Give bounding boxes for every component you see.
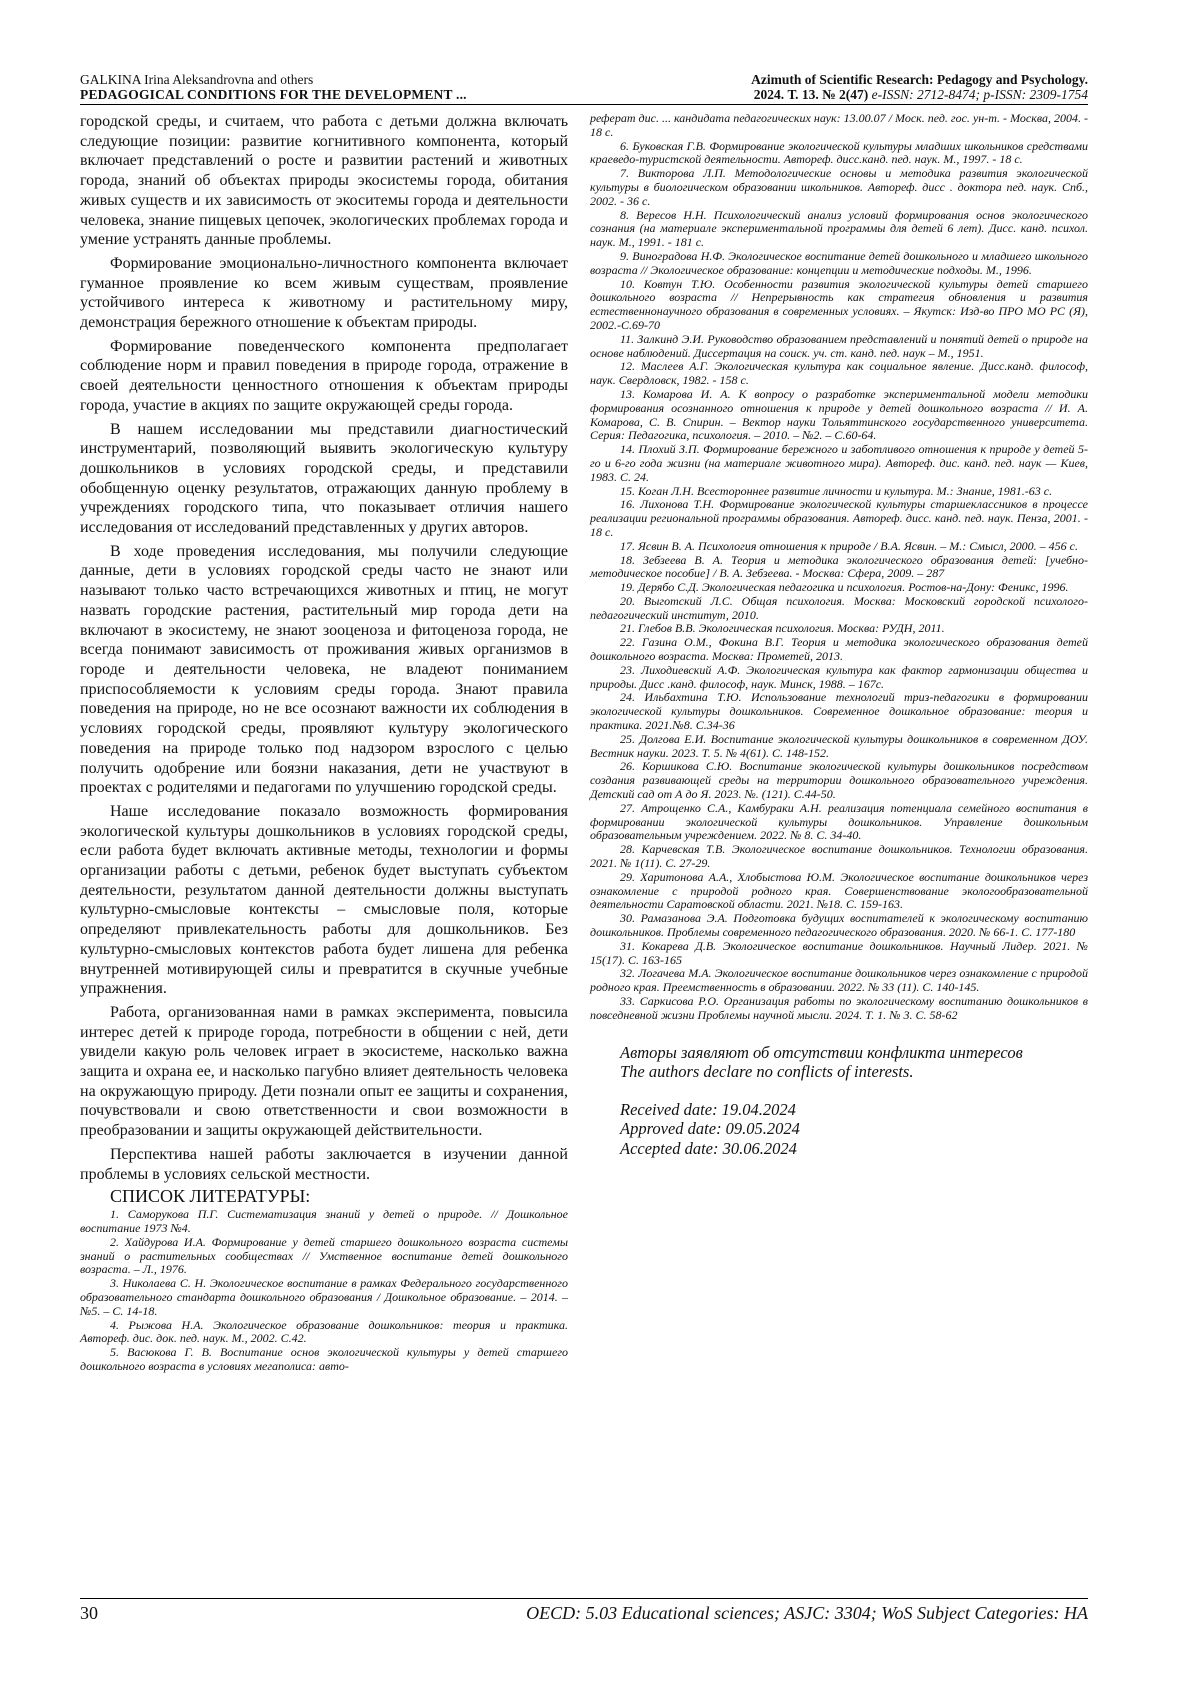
reference-item: 25. Долгова Е.И. Воспитание экологической культуры дошкольников в современном ДОУ. Вестник науки. 2023. Т. 5. № 4(61). С. 148-152. [590,731,1088,760]
body-paragraph: Наше исследование показало возможность формирования экологической культуры дошкольников в условиях городской среды, если работа будет включать активные методы, технологии и формы организации работы с детьми, ребенок будет выступать субъектом деятельности, результатом данной деятельности должны выступать культурно-смысловые контексты – смысловые поля, которые определяют привлекательность работы для дошкольников. Без культурно-смысловых контекстов работа будет лишена для ребенка внутренней мотивирующей силы и превратится в скучные учебные упражнения. [80,802,568,998]
reference-item: 20. Выготский Л.С. Общая психология. Москва: Московский городской психолого-педагогический институт, 2010. [590,593,1088,622]
reference-item: 30. Рамазанова Э.А. Подготовка будущих воспитателей к экологическому воспитанию дошкольников. Проблемы современного педагогического образования. 2020. № 66-1. С. 177-180 [590,911,1088,940]
reference-item: 5. Васюкова Г. В. Воспитание основ экологической культуры у детей старшего дошкольного возраста в условиях мегаполиса: авто- [80,1345,568,1374]
subject-classification: OECD: 5.03 Educational sciences; ASJC: 3304; WoS Subject Categories: HA [526,1603,1088,1623]
declaration-en: The authors declare no conflicts of interests. [620,1062,914,1082]
header-title: PEDAGOGICAL CONDITIONS FOR THE DEVELOPMENT ... [80,87,467,102]
running-header-right [590,72,1088,102]
body-paragraph: городской среды, и считаем, что работа с детьми должна включать следующие позиции: развитие когнитивного компонента, который включает представлений о росте и развитии растений и животных города, знаний об объектах природы экосистемы города, обитания живых существ и их зависимость от экоситемы города и деятельности человека, знание пищевых цепочек, экологических проблемах города и умение устранять данные проблемы. [80,113,568,249]
page-number: 30 [80,1603,98,1623]
reference-item: 1. Саморукова П.Г. Систематизация знаний у детей о природе. // Дошкольное воспитание 1973 №4. [80,1207,568,1236]
reference-item: реферат дис. ... кандидата педагогических наук: 13.00.07 / Моск. пед. гос. ун-т. - Москва, 2004. - 18 с. [590,111,1088,139]
reference-item: 29. Харитонова А.А., Хлобыстова Ю.М. Экологическое воспитание дошкольников через ознакомление с природой родного края. Совершенствование экологообразовательной деятельности Саратовской области. 2021. №18. С. 159-163. [590,869,1088,912]
reference-item: 22. Газина О.М., Фокина В.Г. Теория и методика экологического образования детей дошкольного возраста. Москва: Прометей, 2013. [590,635,1088,664]
reference-item: 15. Коган Л.Н. Всестороннее развитие личности и культура. М.: Знание, 1981.-63 с. [620,483,1053,498]
reference-item: 14. Плохий З.П. Формирование бережного и заботливого отношения к природе у детей 5-го и 6-го года жизни (на материале животного мира). Автореф. дис. канд. пед. наук — Киев, 1983. С. 24. [590,442,1088,484]
footer-rule [80,1598,1088,1599]
reference-item: 27. Атрощенко С.А., Камбураки А.Н. реализация потенциала семейного воспитания в формировании экологической культуры дошкольников. Управление дошкольным образовательным учреждением. 2022. № 8. С. 34-40. [590,800,1088,843]
conflict-declaration [590,1043,1088,1082]
reference-item: 18. Зебзеева В. А. Теория и методика экологического образования детей: [учебно-методическое пособие] / В. А. Зебзеева. - Москва: Сфера, 2009. – 287 [590,552,1088,581]
reference-item: 28. Карчевская Т.В. Экологическое воспитание дошкольников. Технологии образования. 2021. № 1(11). С. 27-29. [590,842,1088,871]
header-issue: 2024. Т. 13. № 2(47) [753,87,869,102]
body-paragraph: В нашем исследовании мы представили диагностический инструментарий, позволяющий выявить экологическую культуру дошкольников в условиях городской среды, и представили обобщенную оценку результатов, отражающих данную проблему в учреждениях городского типа, что показывает отличия нашего исследования от исследований представленных у других авторов. [80,420,568,537]
declaration-ru: Авторы заявляют об отсутствии конфликта интересов [620,1042,1023,1062]
reference-item: 19. Дерябо С.Д. Экологическая педагогика и психология. Ростов-на-Дону: Феникс, 1996. [620,580,1069,595]
reference-item: 3. Николаева С. Н. Экологическое воспитание в рамках Федерального государственного образовательного стандарта дошкольного образования / Дошкольное образование. – 2014. – №5. – С. 14-18. [80,1276,568,1318]
reference-item: 4. Рыжова Н.А. Экологическое образование дошкольников: теория и практика. Автореф. дис. док. пед. наук. М., 2002. С.42. [80,1317,568,1346]
body-paragraph: Формирование эмоционально-личностного компонента включает гуманное проявление ко всем живым существам, проявление устойчивого интереса к животному и растительному миру, демонстрация бережного отношение к объектам природы. [80,254,568,332]
reference-item: 33. Саркисова Р.О. Организация работы по экологическому воспитанию дошкольников в повседневной жизни Проблемы научной мысли. 2024. Т. 1. № 3. С. 58-62 [590,994,1088,1022]
body-paragraph: Работа, организованная нами в рамках эксперимента, повысила интерес детей к природе города, потребности в общении с ней, дети увидели какую роль человек играет в экосистеме, насколько важна защита и охрана ее, и насколько пагубно влияет деятельность человека на окружающую природу. Дети познали опыт ее защиты и сохранения, почувствовали и свою ответственности и свои возможности в преобразовании и защиты окружающей действительности. [80,1003,568,1140]
reference-item: 26. Коршикова С.Ю. Воспитание экологической культуры дошкольников посредством создания развивающей среды на территории дошкольного образовательного учреждения. Детский сад от А до Я. 2023. №. (121). С.44-50. [590,759,1088,802]
header-journal: Azimuth of Scientific Research: Pedagogy and Psychology. [751,72,1088,87]
reference-item: 21. Глебов В.В. Экологическая психология. Москва: РУДН, 2011. [620,621,945,636]
header-issn: e-ISSN: 2712-8474; p-ISSN: 2309-1754 [871,87,1088,102]
reference-item: 13. Комарова И. А. К вопросу о разработке экспериментальной модели методики формирования осознанного отношения к природе у детей дошкольного возраста // И. А. Комарова, С. В. Спирин. – Вектор науки Тольяттинского государственного университета. Серия: Педагогика, психология. – 2010. – №2. – С.60-64. [590,386,1088,443]
received-date: Received date: 19.04.2024 [620,1099,796,1119]
reference-item: 24. Ильбахтина Т.Ю. Использование технологий триз-педагогики в формировании экологической культуры дошкольников. Современное дошкольное образование: теория и практика. 2021.№8. С.34-36 [590,690,1088,733]
reference-item: 32. Логачева М.А. Экологическое воспитание дошкольников через ознакомление с природой родного края. Преемственность в образовании. 2022. № 33 (11). С. 140-145. [590,966,1088,995]
reference-item: 6. Буковская Г.В. Формирование экологической культуры младших школьников средствами краеведо-туристской деятельности. Автореф. дисс.канд. пед. наук. М., 1997. - 18 с. [590,138,1088,167]
left-column [80,112,568,1374]
running-header-left [80,72,600,102]
article-dates [590,1100,1088,1159]
body-paragraph: Перспектива нашей работы заключается в изучении данной проблемы в условиях сельской местности. [80,1145,568,1183]
right-column [590,112,1088,1158]
references-heading: СПИСОК ЛИТЕРАТУРЫ: [110,1186,311,1207]
reference-item: 7. Викторова Л.П. Методологические основы и методика развития экологической культуры в биологическом образовании школьников. Автореф. дисс . доктора пед. наук. Спб., 2002. - 36 с. [590,166,1088,208]
reference-item: 12. Маслеев А.Г. Экологическая культура как социальное явление. Дисс.канд. философ, наук. Свердловск, 1982. - 158 с. [590,359,1088,388]
reference-item: 9. Виноградова Н.Ф. Экологическое воспитание детей дошкольного и младшего школьного возраста // Экологическое образование: концепции и методические подходы. М., 1996. [590,248,1088,277]
reference-item: 10. Ковтун Т.Ю. Особенности развития экологической культуры детей старшего дошкольного возраста // Непрерывность как стратегия обновления и развития естественнонаучного образования в современных условиях. – Якутск: Изд-во ПРО МО РС (Я), 2002.-С.69-70 [590,276,1088,332]
approved-date: Approved date: 09.05.2024 [620,1119,800,1139]
accepted-date: Accepted date: 30.06.2024 [620,1138,797,1158]
header-rule [80,104,1088,105]
reference-item: 16. Лихонова Т.Н. Формирование экологической культуры старшеклассников в процессе реализации региональной программы образования. Автореф. дисс. канд. пед. наук. Пенза, 2001. - 18 с. [590,497,1088,539]
body-paragraph: Формирование поведенческого компонента предполагает соблюдение норм и правил поведения в природе города, отражение в своей деятельности ценностного отношения к объектам природы города, участие в акциях по защите окружающей среды города. [80,337,568,414]
reference-item: 17. Ясвин В. А. Психология отношения к природе / В.А. Ясвин. – М.: Смысл, 2000. – 456 с. [620,538,1078,553]
reference-item: 8. Вересов Н.Н. Психологический анализ условий формирования основ экологического сознания (на материале экспериментальной программы для детей 6 лет). Дисс. канд. психол. наук. М., 1991. - 181 с. [590,207,1088,250]
header-authors: GALKINA Irina Aleksandrovna and others [80,72,314,87]
reference-item: 23. Лиходиевский А.Ф. Экологическая культура как фактор гармонизации общества и природы. Дисс .канд. философ, наук. Минск, 1988. – 167с. [590,662,1088,691]
reference-item: 2. Хайдурова И.А. Формирование у детей старшего дошкольного возраста системы знаний о растительных сообществах // Умственное воспитание детей дошкольного возраста. – Л., 1976. [80,1234,568,1277]
body-paragraph: В ходе проведения исследования, мы получили следующие данные, дети в условиях городской среды часто не знают или называют только часто встречающихся животных и птиц, не могут назвать городские растения, растительный мир города дети на включают в экосистему, не знают зооценоза и фитоценоза города, не всегда понимают зависимость от проживания живых организмов в городе и деятельности человека, не владеют пониманием приспособляемости к условиям среды города. Знают правила поведения на природе, но не все осознают важности их соблюдения в условиях городской среды, проявляют культуру экологического поведения на природе только под надзором взрослого с целью получить одобрение или боязни наказания, дети не участвуют в проектах с родителями и педагогами по улучшению городской среды. [80,542,568,797]
reference-item: 11. Залкинд Э.И. Руководство образованием представлений и понятий детей о природе на основе наблюдений. Диссертация на соиск. уч. ст. канд. пед. наук – М., 1951. [590,331,1088,360]
reference-item: 31. Кокарева Д.В. Экологическое воспитание дошкольников. Научный Лидер. 2021. № 15(17). С. 163-165 [590,938,1088,967]
